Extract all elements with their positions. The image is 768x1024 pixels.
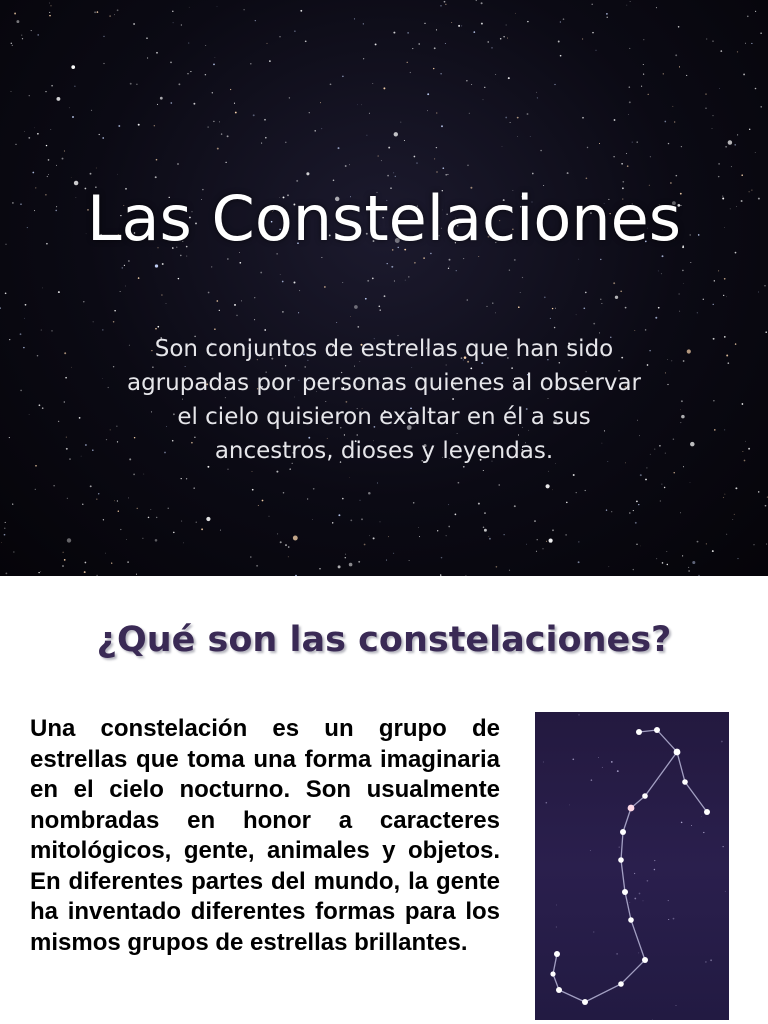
slide-definition	[0, 576, 768, 1024]
slide-title-text: Las Constelaciones	[86, 182, 682, 255]
scorpius-constellation-image	[535, 712, 729, 1020]
constellation-drawing	[535, 712, 729, 1020]
slide-intro-text: Son conjuntos de estrellas que han sido agrupadas por personas quienes al observar el cielo quisieron exaltar en él a sus ancestros, dioses y leyendas.	[126, 336, 642, 464]
definition-paragraph: Una constelación es un grupo de estrellas que toma una forma imaginaria en el cielo nocturno. Son usualmente nombradas en honor a caracteres mitológicos, gente, animales y objetos. En diferentes partes del mundo, la gente ha inventado diferentes formas para los mismos grupos de estrellas brillantes.	[30, 715, 500, 956]
slide-heading: ¿Qué son las constelaciones?	[96, 620, 672, 660]
